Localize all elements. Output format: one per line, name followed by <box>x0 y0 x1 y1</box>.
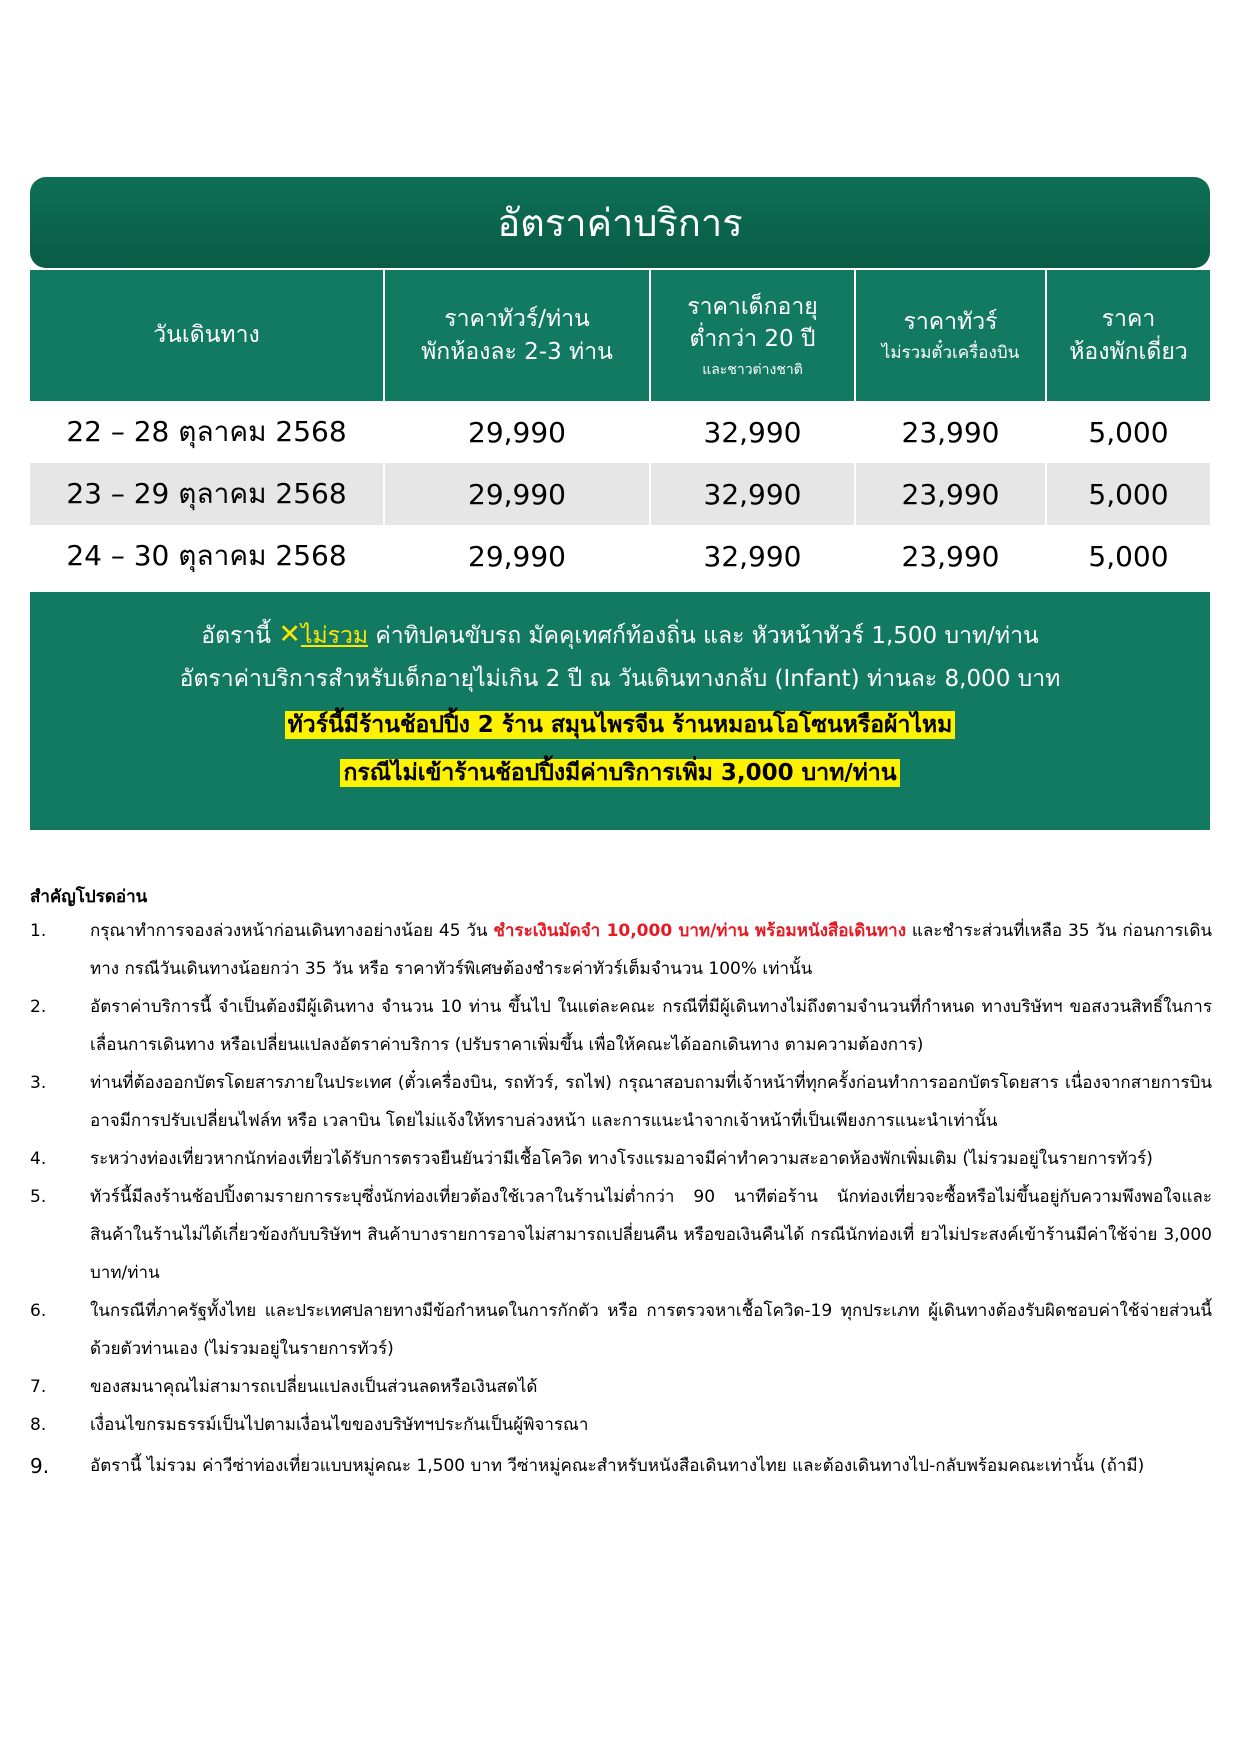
row-single-room: 5,000 <box>1088 415 1169 449</box>
important-heading: สำคัญโปรดอ่าน <box>30 887 148 907</box>
rates-title-bar <box>30 177 1210 268</box>
note-shopping: ทัวร์นี้มีร้านช้อปปิ้ง 2 ร้าน สมุนไพรจีน ร้านหมอนโอโซนหรือผ้าไหม <box>30 709 1210 741</box>
rates-title: อัตราค่าบริการ <box>497 201 743 245</box>
list-item: 8. เงื่อนไขกรมธรรม์เป็นไปตามเงื่อนไขของบริษัทฯประกันเป็นผู้พิจารณา <box>30 1415 589 1435</box>
list-item: 9. อัตรานี้ ไม่รวม ค่าวีซ่าท่องเที่ยวแบบหมู่คณะ 1,500 บาท วีซ่าหมู่คณะสำหรับหนังสือเดินทางไทย และต้องเดินทางไป-กลับพร้อมคณะเท่านั้น (ถ้ามี) <box>30 1454 1145 1478</box>
row-tour-price: 29,990 <box>384 525 650 587</box>
header-travel-date: วันเดินทาง <box>30 270 384 401</box>
header-tour-price: ราคาทัวร์/ท่าน พักห้องละ 2-3 ท่าน <box>384 270 650 401</box>
list-item: 5. ทัวร์นี้มีลงร้านช้อปปิ้งตามรายการระบุซึ่งนักท่องเที่ยวต้องใช้เวลาในร้านไม่ต่ำกว่า 90 นาทีต่อร้าน นักท่องเที่ยวจะซื้อหรือไม่ขึ้นอยู่กับความพึงพอใจและสินค้าในร้านไม่ได้เกี่ยวข้องกับบริษัทฯ สินค้าบางรายการอาจไม่สามารถเปลี่ยนคืน หรือขอเงินคืนได้ กรณีนักท่องเที่ ยวไม่ประสงค์เข้าร้านมีค่าใช้จ่าย 3,000 บาท/ท่าน <box>30 1187 1212 1283</box>
list-item: 4. ระหว่างท่องเที่ยวหากนักท่องเที่ยวได้รับการตรวจยืนยันว่ามีเชื้อโควิด ทางโรงแรมอาจมีค่าทำความสะอาดห้องพักเพิ่มเติม (ไม่รวมอยู่ในรายการทัวร์) <box>30 1149 1153 1169</box>
row-tour-price: 29,990 <box>384 463 650 525</box>
header-no-ticket-price: ราคาทัวร์ ไม่รวมตั๋วเครื่องบิน <box>855 270 1046 401</box>
note-infant: อัตราค่าบริการสำหรับเด็กอายุไม่เกิน 2 ปี ณ วันเดินทางกลับ (Infant) ท่านละ 8,000 บาท <box>179 666 1061 692</box>
rates-table <box>30 270 1210 587</box>
rates-header-row <box>30 270 1210 401</box>
note-shopping-fee: กรณีไม่เข้าร้านช้อปปิ้งมีค่าบริการเพิ่ม 3,000 บาท/ท่าน <box>30 757 1210 789</box>
table-row <box>30 463 1210 525</box>
list-item: 1. กรุณาทำการจองล่วงหน้าก่อนเดินทางอย่างน้อย 45 วัน ชำระเงินมัดจำ 10,000 บาท/ท่าน พร้อมหนังสือเดินทาง และชำระส่วนที่เหลือ 35 วัน ก่อนการเดินทาง กรณีวันเดินทางน้อยกว่า 35 วัน หรือ ราคาทัวร์พิเศษต้องชำระค่าทัวร์เต็มจำนวน 100% เท่านั้น <box>30 921 1213 979</box>
row-child-price: 32,990 <box>650 463 855 525</box>
row-date: 23 – 29 ตุลาคม 2568 <box>30 463 384 525</box>
table-row <box>30 401 1210 463</box>
row-date: 22 – 28 ตุลาคม 2568 <box>30 401 384 463</box>
rates-notes-box <box>30 592 1210 830</box>
cross-icon: ✕ <box>278 619 301 650</box>
row-no-ticket-price: 23,990 <box>855 401 1046 463</box>
row-date: 24 – 30 ตุลาคม 2568 <box>30 525 384 587</box>
row-no-ticket-price: 23,990 <box>855 463 1046 525</box>
row-no-ticket-price: 23,990 <box>855 525 1046 587</box>
list-item: 7. ของสมนาคุณไม่สามารถเปลี่ยนแปลงเป็นส่วนลดหรือเงินสดได้ <box>30 1377 538 1397</box>
list-item: 2. อัตราค่าบริการนี้ จำเป็นต้องมีผู้เดินทาง จำนวน 10 ท่าน ขึ้นไป ในแต่ละคณะ กรณีที่มีผู้เดินทางไม่ถึงตามจำนวนที่กำหนด ทางบริษัทฯ ขอสงวนสิทธิ์ในการเลื่อนการเดินทาง หรือเปลี่ยนแปลงอัตราค่าบริการ (ปรับราคาเพิ่มขึ้น เพื่อให้คณะได้ออกเดินทาง ตามความต้องการ) <box>30 997 1212 1055</box>
row-single-room: 5,000 <box>1088 539 1169 573</box>
header-child-price: ราคาเด็กอายุ ต่ำกว่า 20 ปี และชาวต่างชาติ <box>650 270 855 401</box>
row-single-room: 5,000 <box>1046 463 1210 525</box>
note-exclusion: อัตรานี้ ✕ไม่รวม ค่าทิปคนขับรถ มัคคุเทศก์ท้องถิ่น และ หัวหน้าทัวร์ 1,500 บาท/ท่าน <box>201 619 1039 650</box>
table-row <box>30 525 1210 587</box>
row-child-price: 32,990 <box>650 525 855 587</box>
row-tour-price: 29,990 <box>384 401 650 463</box>
row-child-price: 32,990 <box>650 401 855 463</box>
exclusion-label: ไม่รวม <box>300 623 369 649</box>
list-item: 3. ท่านที่ต้องออกบัตรโดยสารภายในประเทศ (ตั๋วเครื่องบิน, รถทัวร์, รถไฟ) กรุณาสอบถามที่เจ้าหน้าที่ทุกครั้งก่อนทำการออกบัตรโดยสาร เนื่องจากสายการบินอาจมีการปรับเปลี่ยนไฟล์ท หรือ เวลาบิน โดยไม่แจ้งให้ทราบล่วงหน้า และการแนะนำจากเจ้าหน้าที่เป็นเพียงการแนะนำเท่านั้น <box>30 1073 1212 1131</box>
list-item: 6. ในกรณีที่ภาครัฐทั้งไทย และประเทศปลายทางมีข้อกำหนดในการกักตัว หรือ การตรวจหาเชื้อโควิด-19 ทุกประเภท ผู้เดินทางต้องรับผิดชอบค่าใช้จ่ายส่วนนี้ด้วยตัวท่านเอง (ไม่รวมอยู่ในรายการทัวร์) <box>30 1301 1212 1359</box>
header-single-room: ราคา ห้องพักเดี่ยว <box>1046 270 1210 401</box>
